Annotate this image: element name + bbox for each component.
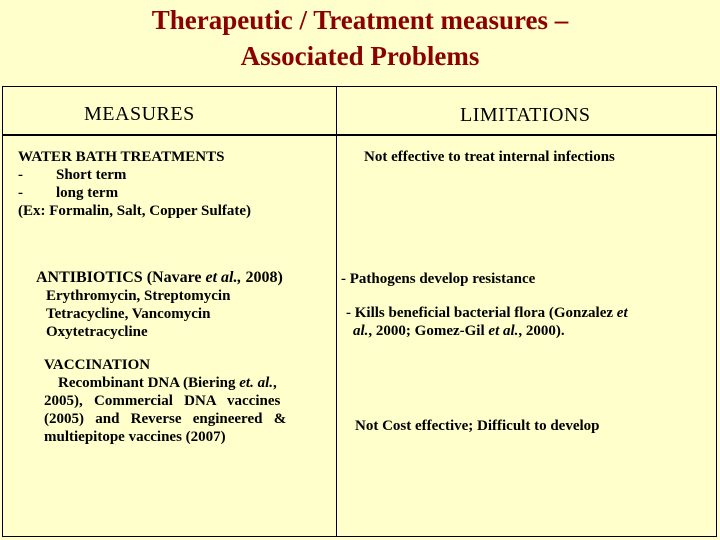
water-bath-example: (Ex: Formalin, Salt, Copper Sulfate) [18,203,252,219]
vaccination-line-2: 2005), Commercial DNA vaccines [44,393,281,409]
limitation-water-bath: Not effective to treat internal infections [364,149,615,165]
water-bath-item-2: - long term [18,185,119,201]
header-limitations: LIMITATIONS [460,104,591,126]
vaccination-line-4: multiepitope vaccines (2007) [44,429,226,445]
vaccination-heading: VACCINATION [44,357,151,373]
title-line-2: Associated Problems [240,41,480,71]
slide-title [0,0,720,74]
antibiotics-drugs-1: Erythromycin, Streptomycin [46,288,231,304]
header-divider [2,134,717,136]
water-bath-heading: WATER BATH TREATMENTS [18,149,225,165]
header-measures: MEASURES [84,103,195,125]
measure-vaccination [44,356,326,446]
limitation-antibiotics [341,270,711,340]
measure-antibiotics [36,269,336,341]
antibiotics-drugs-3: Oxytetracycline [46,324,148,340]
title-line-1: Therapeutic / Treatment measures – [151,5,569,35]
antibiotics-drugs-2: Tetracycline, Vancomycin [46,306,211,322]
measure-water-bath [18,148,328,220]
antibiotics-heading-line: ANTIBIOTICS (Navare et al., 2008) [36,269,283,286]
limitation-vaccination: Not Cost effective; Difficult to develop [355,418,600,434]
antibiotics-limitation-2: - Kills beneficial bacterial flora (Gonzalez et [346,305,628,321]
antibiotics-limitation-3: al., 2000; Gomez-Gil et al., 2000). [353,323,565,339]
antibiotics-limitation-1: - Pathogens develop resistance [341,271,536,287]
vaccination-line-3: (2005) and Reverse engineered & [44,411,287,427]
vaccination-line-1: Recombinant DNA (Biering et. al., [58,375,277,391]
water-bath-item-1: - Short term [18,167,127,183]
column-divider [336,86,337,537]
